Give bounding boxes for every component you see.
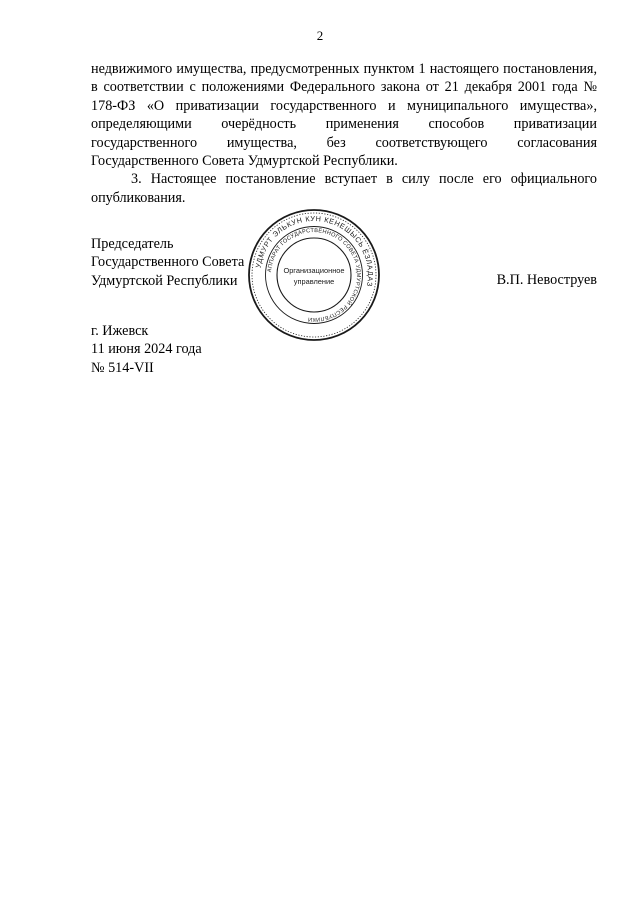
- place-and-date: [91, 322, 202, 377]
- signatory-name: В.П. Невоструев: [496, 272, 597, 288]
- page-number: 2: [316, 28, 324, 43]
- date: 11 июня 2024 года: [91, 341, 202, 358]
- position-line-2: Государственного Совета: [91, 254, 245, 271]
- seal-graphic: [246, 207, 382, 343]
- paragraph-continuation: недвижимого имущества, предусмотренных пунктом 1 настоящего постановления, в соответствии с положениями Федерального закона от 21 декабря 2001 года № 178-ФЗ «О приватизации государственного и муниципального имущества», определяющими очерёдность применения способов приватизации государственного имущества, без соответствующего согласования Государственного Совета Удмуртской Республики.: [91, 61, 597, 170]
- seal-center-line-2: управление: [293, 277, 335, 286]
- seal-outer-text: УДМУРТ ЭЛЬКУН КУН КЕНЕШЫСЬ ЁЗЛАДАЗ: [253, 213, 376, 288]
- position-line-3: Удмуртской Республики: [91, 272, 238, 289]
- document-number: № 514-VII: [91, 359, 154, 376]
- paragraph-3: 3. Настоящее постановление вступает в силу после его официального опубликования.: [91, 171, 597, 206]
- seal-inner-text: АППАРАТ ГОСУДАРСТВЕННОГО СОВЕТА УДМУРТСКОЙ РЕСПУБЛИКИ: [267, 227, 362, 323]
- official-seal: [246, 207, 382, 343]
- signatory-position: [91, 235, 244, 290]
- city: г. Ижевск: [91, 323, 149, 339]
- seal-center-line-1: Организационное: [283, 266, 345, 275]
- document-body: [91, 60, 597, 207]
- position-line-1: Председатель: [91, 236, 174, 252]
